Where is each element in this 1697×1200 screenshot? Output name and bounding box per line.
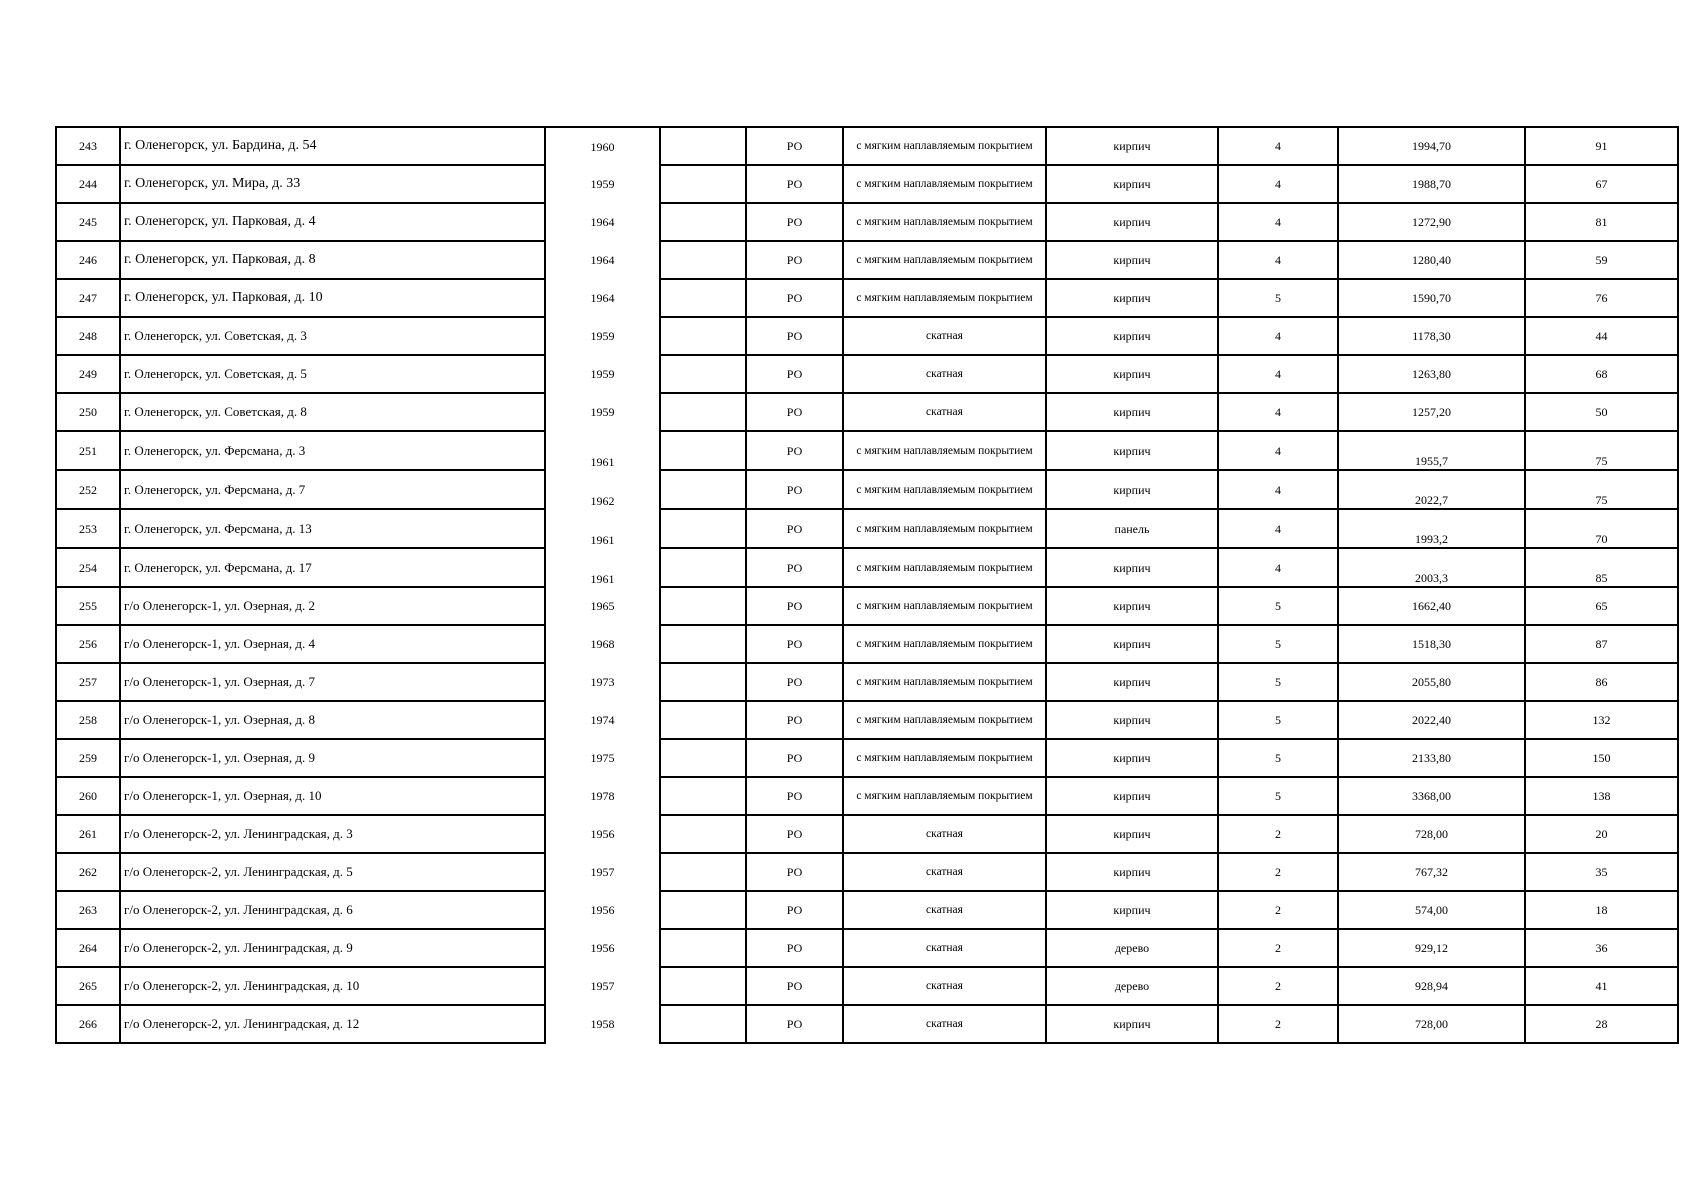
type-cell: РО	[746, 777, 843, 815]
area-cell: 2003,3	[1338, 548, 1525, 587]
roof-cell: с мягким наплавляемым покрытием	[843, 777, 1046, 815]
row-number-cell: 252	[56, 470, 120, 509]
blank-cell	[660, 127, 746, 165]
type-cell: РО	[746, 815, 843, 853]
floors-cell: 5	[1218, 279, 1338, 317]
roof-cell: с мягким наплавляемым покрытием	[843, 127, 1046, 165]
floors-cell: 4	[1218, 470, 1338, 509]
row-number-cell: 248	[56, 317, 120, 355]
floors-cell: 2	[1218, 967, 1338, 1005]
row-number-cell: 263	[56, 891, 120, 929]
address-cell: г/о Оленегорск-1, ул. Озерная, д. 9	[120, 739, 545, 777]
floors-cell: 4	[1218, 203, 1338, 241]
row-number-cell: 253	[56, 509, 120, 548]
roof-cell: с мягким наплавляемым покрытием	[843, 470, 1046, 509]
table-row	[56, 967, 1678, 1005]
row-number-cell: 243	[56, 127, 120, 165]
table-row	[56, 587, 1678, 625]
type-cell: РО	[746, 241, 843, 279]
blank-cell	[660, 663, 746, 701]
floors-cell: 5	[1218, 739, 1338, 777]
table-row	[56, 203, 1678, 241]
table-body	[56, 127, 1678, 1043]
wall-material-cell: кирпич	[1046, 165, 1218, 203]
floors-cell: 4	[1218, 241, 1338, 279]
roof-cell: с мягким наплавляемым покрытием	[843, 701, 1046, 739]
table-row	[56, 470, 1678, 509]
count-cell: 75	[1525, 470, 1678, 509]
address-cell: г/о Оленегорск-1, ул. Озерная, д. 4	[120, 625, 545, 663]
address-cell: г. Оленегорск, ул. Ферсмана, д. 3	[120, 431, 545, 470]
blank-cell	[660, 470, 746, 509]
address-cell: г/о Оленегорск-2, ул. Ленинградская, д. 6	[120, 891, 545, 929]
type-cell: РО	[746, 891, 843, 929]
blank-cell	[660, 317, 746, 355]
table-row	[56, 431, 1678, 470]
table-row	[56, 929, 1678, 967]
address-cell: г. Оленегорск, ул. Парковая, д. 8	[120, 241, 545, 279]
floors-cell: 5	[1218, 777, 1338, 815]
row-number-cell: 247	[56, 279, 120, 317]
wall-material-cell: дерево	[1046, 967, 1218, 1005]
blank-cell	[660, 891, 746, 929]
address-cell: г. Оленегорск, ул. Парковая, д. 10	[120, 279, 545, 317]
row-number-cell: 265	[56, 967, 120, 1005]
row-number-cell: 256	[56, 625, 120, 663]
type-cell: РО	[746, 431, 843, 470]
blank-cell	[660, 1005, 746, 1043]
year-cell: 1961	[545, 548, 660, 587]
year-cell: 1956	[545, 929, 660, 967]
wall-material-cell: кирпич	[1046, 127, 1218, 165]
area-cell: 3368,00	[1338, 777, 1525, 815]
address-cell: г/о Оленегорск-2, ул. Ленинградская, д. 9	[120, 929, 545, 967]
area-cell: 1263,80	[1338, 355, 1525, 393]
row-number-cell: 246	[56, 241, 120, 279]
wall-material-cell: кирпич	[1046, 548, 1218, 587]
address-cell: г. Оленегорск, ул. Ферсмана, д. 13	[120, 509, 545, 548]
count-cell: 35	[1525, 853, 1678, 891]
type-cell: РО	[746, 739, 843, 777]
row-number-cell: 260	[56, 777, 120, 815]
roof-cell: с мягким наплавляемым покрытием	[843, 625, 1046, 663]
year-cell: 1975	[545, 739, 660, 777]
blank-cell	[660, 355, 746, 393]
wall-material-cell: кирпич	[1046, 777, 1218, 815]
count-cell: 18	[1525, 891, 1678, 929]
roof-cell: скатная	[843, 891, 1046, 929]
floors-cell: 4	[1218, 548, 1338, 587]
count-cell: 67	[1525, 165, 1678, 203]
blank-cell	[660, 548, 746, 587]
area-cell: 1993,2	[1338, 509, 1525, 548]
floors-cell: 2	[1218, 891, 1338, 929]
table-row	[56, 548, 1678, 587]
table-row	[56, 127, 1678, 165]
blank-cell	[660, 777, 746, 815]
count-cell: 150	[1525, 739, 1678, 777]
type-cell: РО	[746, 203, 843, 241]
table-row	[56, 279, 1678, 317]
blank-cell	[660, 165, 746, 203]
count-cell: 59	[1525, 241, 1678, 279]
table-row	[56, 663, 1678, 701]
blank-cell	[660, 625, 746, 663]
roof-cell: с мягким наплавляемым покрытием	[843, 548, 1046, 587]
type-cell: РО	[746, 587, 843, 625]
area-cell: 1257,20	[1338, 393, 1525, 431]
type-cell: РО	[746, 127, 843, 165]
address-cell: г/о Оленегорск-1, ул. Озерная, д. 8	[120, 701, 545, 739]
roof-cell: скатная	[843, 1005, 1046, 1043]
type-cell: РО	[746, 853, 843, 891]
area-cell: 1178,30	[1338, 317, 1525, 355]
roof-cell: скатная	[843, 393, 1046, 431]
roof-cell: с мягким наплавляемым покрытием	[843, 431, 1046, 470]
area-cell: 1994,70	[1338, 127, 1525, 165]
count-cell: 41	[1525, 967, 1678, 1005]
row-number-cell: 244	[56, 165, 120, 203]
wall-material-cell: кирпич	[1046, 279, 1218, 317]
floors-cell: 5	[1218, 587, 1338, 625]
count-cell: 85	[1525, 548, 1678, 587]
type-cell: РО	[746, 165, 843, 203]
roof-cell: скатная	[843, 317, 1046, 355]
floors-cell: 5	[1218, 625, 1338, 663]
address-cell: г. Оленегорск, ул. Советская, д. 5	[120, 355, 545, 393]
row-number-cell: 251	[56, 431, 120, 470]
wall-material-cell: кирпич	[1046, 1005, 1218, 1043]
count-cell: 65	[1525, 587, 1678, 625]
row-number-cell: 249	[56, 355, 120, 393]
blank-cell	[660, 509, 746, 548]
address-cell: г/о Оленегорск-1, ул. Озерная, д. 2	[120, 587, 545, 625]
count-cell: 44	[1525, 317, 1678, 355]
count-cell: 20	[1525, 815, 1678, 853]
roof-cell: с мягким наплавляемым покрытием	[843, 587, 1046, 625]
table-row	[56, 815, 1678, 853]
year-cell: 1962	[545, 470, 660, 509]
table-row	[56, 625, 1678, 663]
type-cell: РО	[746, 701, 843, 739]
blank-cell	[660, 587, 746, 625]
year-cell: 1959	[545, 393, 660, 431]
year-cell: 1978	[545, 777, 660, 815]
table-row	[56, 853, 1678, 891]
address-cell: г/о Оленегорск-2, ул. Ленинградская, д. 5	[120, 853, 545, 891]
table-row	[56, 165, 1678, 203]
address-cell: г. Оленегорск, ул. Советская, д. 3	[120, 317, 545, 355]
type-cell: РО	[746, 1005, 843, 1043]
wall-material-cell: дерево	[1046, 929, 1218, 967]
row-number-cell: 257	[56, 663, 120, 701]
floors-cell: 4	[1218, 317, 1338, 355]
area-cell: 2022,40	[1338, 701, 1525, 739]
floors-cell: 2	[1218, 853, 1338, 891]
blank-cell	[660, 739, 746, 777]
roof-cell: с мягким наплавляемым покрытием	[843, 663, 1046, 701]
wall-material-cell: панель	[1046, 509, 1218, 548]
year-cell: 1956	[545, 891, 660, 929]
wall-material-cell: кирпич	[1046, 891, 1218, 929]
wall-material-cell: кирпич	[1046, 587, 1218, 625]
roof-cell: скатная	[843, 853, 1046, 891]
blank-cell	[660, 701, 746, 739]
roof-cell: с мягким наплавляемым покрытием	[843, 509, 1046, 548]
floors-cell: 2	[1218, 815, 1338, 853]
type-cell: РО	[746, 279, 843, 317]
type-cell: РО	[746, 470, 843, 509]
table-row	[56, 777, 1678, 815]
type-cell: РО	[746, 663, 843, 701]
count-cell: 81	[1525, 203, 1678, 241]
year-cell: 1964	[545, 279, 660, 317]
floors-cell: 4	[1218, 127, 1338, 165]
address-cell: г/о Оленегорск-1, ул. Озерная, д. 7	[120, 663, 545, 701]
area-cell: 1272,90	[1338, 203, 1525, 241]
area-cell: 574,00	[1338, 891, 1525, 929]
year-cell: 1959	[545, 165, 660, 203]
table-row	[56, 393, 1678, 431]
year-cell: 1959	[545, 317, 660, 355]
wall-material-cell: кирпич	[1046, 431, 1218, 470]
year-cell: 1961	[545, 509, 660, 548]
row-number-cell: 266	[56, 1005, 120, 1043]
floors-cell: 4	[1218, 393, 1338, 431]
blank-cell	[660, 203, 746, 241]
table-row	[56, 1005, 1678, 1043]
floors-cell: 4	[1218, 165, 1338, 203]
roof-cell: с мягким наплавляемым покрытием	[843, 739, 1046, 777]
buildings-table	[55, 126, 1679, 1044]
year-cell: 1956	[545, 815, 660, 853]
year-cell: 1957	[545, 853, 660, 891]
count-cell: 36	[1525, 929, 1678, 967]
type-cell: РО	[746, 929, 843, 967]
area-cell: 2133,80	[1338, 739, 1525, 777]
table-row	[56, 891, 1678, 929]
floors-cell: 4	[1218, 355, 1338, 393]
area-cell: 767,32	[1338, 853, 1525, 891]
area-cell: 1590,70	[1338, 279, 1525, 317]
type-cell: РО	[746, 317, 843, 355]
area-cell: 1955,7	[1338, 431, 1525, 470]
area-cell: 728,00	[1338, 815, 1525, 853]
area-cell: 928,94	[1338, 967, 1525, 1005]
wall-material-cell: кирпич	[1046, 853, 1218, 891]
row-number-cell: 254	[56, 548, 120, 587]
row-number-cell: 250	[56, 393, 120, 431]
roof-cell: с мягким наплавляемым покрытием	[843, 203, 1046, 241]
blank-cell	[660, 431, 746, 470]
year-cell: 1964	[545, 241, 660, 279]
roof-cell: с мягким наплавляемым покрытием	[843, 241, 1046, 279]
count-cell: 75	[1525, 431, 1678, 470]
table-row	[56, 355, 1678, 393]
blank-cell	[660, 393, 746, 431]
count-cell: 76	[1525, 279, 1678, 317]
count-cell: 91	[1525, 127, 1678, 165]
blank-cell	[660, 967, 746, 1005]
row-number-cell: 245	[56, 203, 120, 241]
address-cell: г. Оленегорск, ул. Парковая, д. 4	[120, 203, 545, 241]
year-cell: 1959	[545, 355, 660, 393]
year-cell: 1961	[545, 431, 660, 470]
address-cell: г. Оленегорск, ул. Бардина, д. 54	[120, 127, 545, 165]
blank-cell	[660, 929, 746, 967]
count-cell: 70	[1525, 509, 1678, 548]
floors-cell: 5	[1218, 663, 1338, 701]
address-cell: г/о Оленегорск-2, ул. Ленинградская, д. 3	[120, 815, 545, 853]
year-cell: 1965	[545, 587, 660, 625]
type-cell: РО	[746, 625, 843, 663]
roof-cell: скатная	[843, 967, 1046, 1005]
year-cell: 1964	[545, 203, 660, 241]
area-cell: 1518,30	[1338, 625, 1525, 663]
type-cell: РО	[746, 548, 843, 587]
count-cell: 87	[1525, 625, 1678, 663]
roof-cell: с мягким наплавляемым покрытием	[843, 165, 1046, 203]
address-cell: г. Оленегорск, ул. Ферсмана, д. 17	[120, 548, 545, 587]
count-cell: 68	[1525, 355, 1678, 393]
area-cell: 728,00	[1338, 1005, 1525, 1043]
roof-cell: скатная	[843, 355, 1046, 393]
area-cell: 2022,7	[1338, 470, 1525, 509]
roof-cell: скатная	[843, 929, 1046, 967]
wall-material-cell: кирпич	[1046, 317, 1218, 355]
address-cell: г. Оленегорск, ул. Советская, д. 8	[120, 393, 545, 431]
wall-material-cell: кирпич	[1046, 663, 1218, 701]
address-cell: г. Оленегорск, ул. Ферсмана, д. 7	[120, 470, 545, 509]
row-number-cell: 262	[56, 853, 120, 891]
count-cell: 132	[1525, 701, 1678, 739]
wall-material-cell: кирпич	[1046, 739, 1218, 777]
count-cell: 28	[1525, 1005, 1678, 1043]
blank-cell	[660, 241, 746, 279]
wall-material-cell: кирпич	[1046, 393, 1218, 431]
type-cell: РО	[746, 355, 843, 393]
area-cell: 2055,80	[1338, 663, 1525, 701]
row-number-cell: 264	[56, 929, 120, 967]
wall-material-cell: кирпич	[1046, 815, 1218, 853]
table-row	[56, 509, 1678, 548]
blank-cell	[660, 279, 746, 317]
roof-cell: скатная	[843, 815, 1046, 853]
floors-cell: 2	[1218, 929, 1338, 967]
area-cell: 929,12	[1338, 929, 1525, 967]
roof-cell: с мягким наплавляемым покрытием	[843, 279, 1046, 317]
year-cell: 1974	[545, 701, 660, 739]
wall-material-cell: кирпич	[1046, 355, 1218, 393]
table-row	[56, 241, 1678, 279]
floors-cell: 5	[1218, 701, 1338, 739]
table-row	[56, 317, 1678, 355]
register-page	[55, 126, 1677, 1044]
type-cell: РО	[746, 967, 843, 1005]
blank-cell	[660, 815, 746, 853]
address-cell: г. Оленегорск, ул. Мира, д. 33	[120, 165, 545, 203]
year-cell: 1960	[545, 127, 660, 165]
address-cell: г/о Оленегорск-1, ул. Озерная, д. 10	[120, 777, 545, 815]
wall-material-cell: кирпич	[1046, 203, 1218, 241]
floors-cell: 4	[1218, 431, 1338, 470]
table-row	[56, 701, 1678, 739]
floors-cell: 2	[1218, 1005, 1338, 1043]
address-cell: г/о Оленегорск-2, ул. Ленинградская, д. 10	[120, 967, 545, 1005]
row-number-cell: 258	[56, 701, 120, 739]
count-cell: 138	[1525, 777, 1678, 815]
row-number-cell: 261	[56, 815, 120, 853]
floors-cell: 4	[1218, 509, 1338, 548]
year-cell: 1968	[545, 625, 660, 663]
area-cell: 1988,70	[1338, 165, 1525, 203]
year-cell: 1957	[545, 967, 660, 1005]
year-cell: 1958	[545, 1005, 660, 1043]
wall-material-cell: кирпич	[1046, 701, 1218, 739]
year-cell: 1973	[545, 663, 660, 701]
count-cell: 50	[1525, 393, 1678, 431]
count-cell: 86	[1525, 663, 1678, 701]
row-number-cell: 255	[56, 587, 120, 625]
row-number-cell: 259	[56, 739, 120, 777]
table-row	[56, 739, 1678, 777]
type-cell: РО	[746, 393, 843, 431]
wall-material-cell: кирпич	[1046, 625, 1218, 663]
area-cell: 1280,40	[1338, 241, 1525, 279]
type-cell: РО	[746, 509, 843, 548]
address-cell: г/о Оленегорск-2, ул. Ленинградская, д. 12	[120, 1005, 545, 1043]
area-cell: 1662,40	[1338, 587, 1525, 625]
wall-material-cell: кирпич	[1046, 470, 1218, 509]
blank-cell	[660, 853, 746, 891]
wall-material-cell: кирпич	[1046, 241, 1218, 279]
